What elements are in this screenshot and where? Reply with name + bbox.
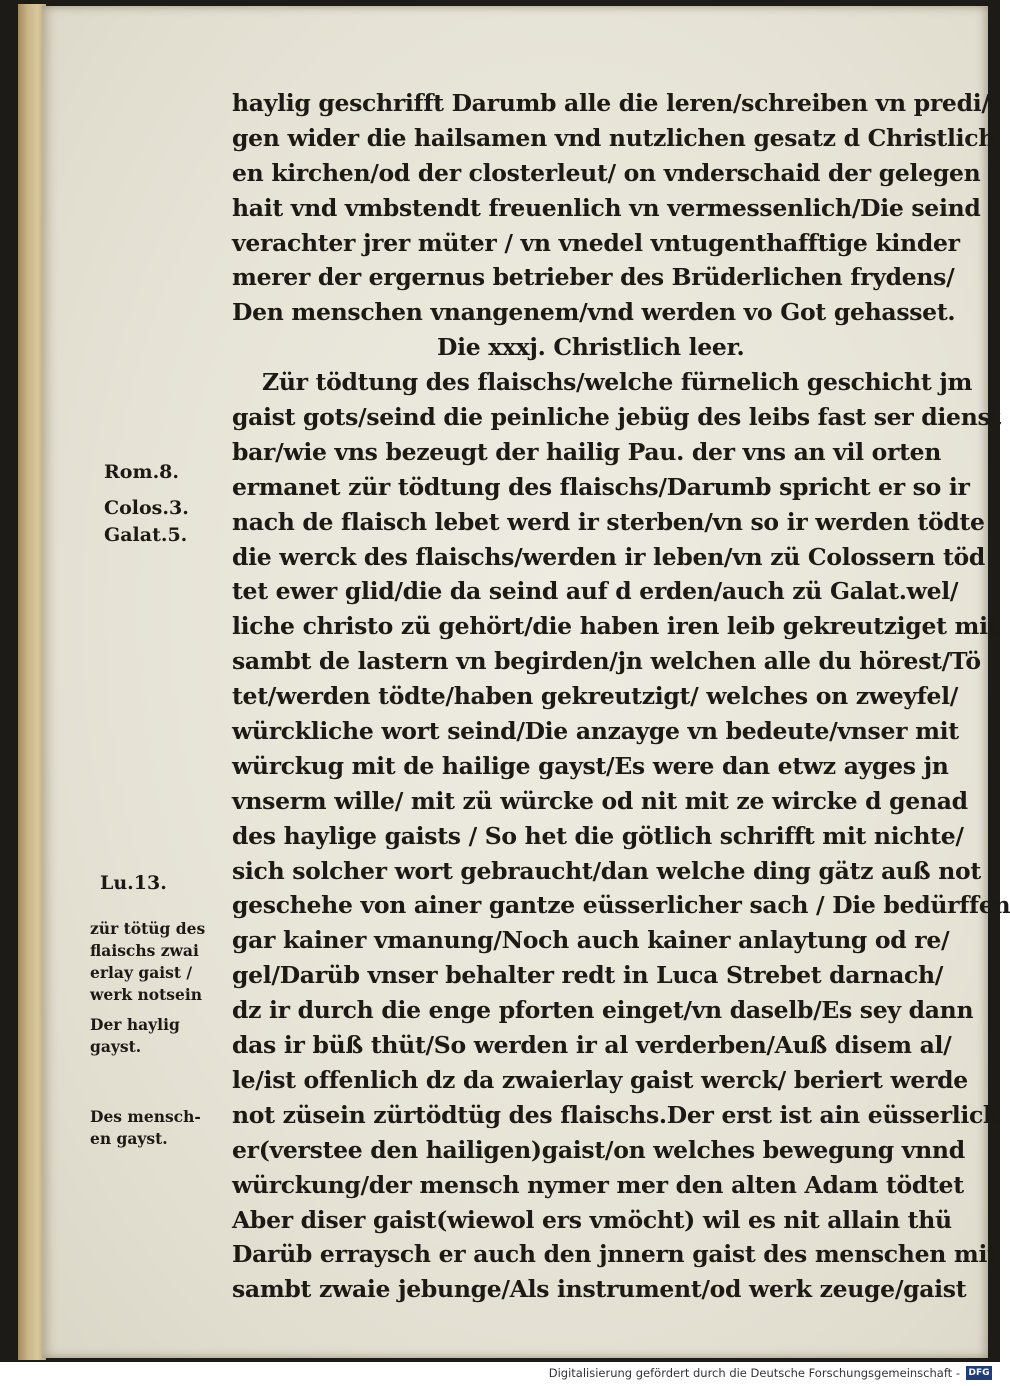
text-line: liche christo zü gehört/die haben iren leib gekreutziget mit (232, 612, 999, 641)
text-line: en kirchen/od der closterleut/ on vnderschaid der gelegen (232, 158, 981, 187)
text-line: würckliche wort seind/Die anzayge vn bedeute/vnser mit (232, 717, 959, 746)
margin-note-toetung (90, 918, 205, 1006)
text-line: Den menschen vnangenem/vnd werden vo Got gehasset. (232, 298, 956, 327)
text-line: gel/Darüb vnser behalter redt in Luca Strebet darnach/ (232, 961, 944, 990)
text-line: verachter jrer müter / vn vnedel vntugenthafftige kinder (232, 228, 960, 257)
text-line: vnserm wille/ mit zü würcke od nit mit ze wircke d genad (232, 786, 968, 815)
text-line: bar/wie vns bezeugt der hailig Pau. der vns an vil orten (232, 437, 942, 466)
text-line: Zür tödtung des flaischs/welche fürnelich geschicht jm (262, 368, 973, 397)
margin-note-menschen-gayst (90, 1106, 201, 1150)
text-line: gar kainer vmanung/Noch auch kainer anlaytung od re/ (232, 926, 950, 955)
margin-note-line: Des mensch- (90, 1107, 201, 1126)
text-line: ermanet zür tödtung des flaischs/Darumb spricht er so ir (232, 472, 970, 501)
text-line: sich solcher wort gebraucht/dan welche ding gätz auß not (232, 856, 981, 885)
text-line: er(verstee den hailigen)gaist/on welches bewegung vnnd (232, 1135, 965, 1164)
margin-note-haylig-gayst (90, 1014, 180, 1058)
margin-note-line: werk notsein (90, 985, 203, 1004)
section-heading: Die xxxj. Christlich leer. (437, 333, 745, 362)
funding-credit: Digitalisierung gefördert durch die Deutsche Forschungsgemeinschaft - (548, 1366, 960, 1380)
text-line: gaist gots/seind die peinliche jebüg des leibs fast ser dienst (232, 403, 1001, 432)
margin-note-line: zür tötüg des (90, 919, 206, 938)
margin-note-colos: Colos.3. (104, 497, 189, 519)
text-line: sambt de lastern vn begirden/jn welchen alle du hörest/Tö (232, 647, 981, 676)
text-line: geschehe von ainer gantze eüsserlicher sach / Die bedürffen (232, 891, 1010, 920)
dfg-logo-icon: DFG (966, 1366, 992, 1380)
margin-note-rom: Rom.8. (104, 461, 180, 483)
text-line: hait vnd vmbstendt freuenlich vn vermessenlich/Die seind (232, 193, 981, 222)
text-line: würckug mit de hailige gayst/Es were dan etwz ayges jn (232, 751, 949, 780)
text-line: würckung/der mensch nymer mer den alten Adam tödtet (232, 1170, 964, 1199)
text-line: des haylige gaists / So het die götlich schrifft mit nichte/ (232, 821, 964, 850)
margin-note-line: Der haylig (90, 1015, 180, 1034)
text-line: Darüb erraysch er auch den jnnern gaist des menschen mit (232, 1240, 998, 1269)
margin-note-line: flaischs zwai (90, 941, 199, 960)
text-line: not züsein zürtödtüg des flaischs.Der erst ist ain eüsserlich (232, 1100, 1000, 1129)
page-body-text (232, 86, 1010, 1307)
text-line: le/ist offenlich dz da zwaierlay gaist werck/ beriert werde (232, 1065, 968, 1094)
margin-note-line: en gayst. (90, 1129, 168, 1148)
margin-note-galat: Galat.5. (104, 524, 188, 546)
text-line: sambt zwaie jebunge/Als instrument/od werk zeuge/gaist (232, 1275, 967, 1304)
text-line: dz ir durch die enge pforten einget/vn daselb/Es sey dann (232, 996, 974, 1025)
margin-note-luc: Lu.13. (100, 872, 167, 894)
text-line: tet/werden tödte/haben gekreutzigt/ welches on zweyfel/ (232, 682, 959, 711)
text-line: merer der ergernus betrieber des Brüderlichen frydens/ (232, 263, 955, 292)
margin-note-line: erlay gaist / (90, 963, 193, 982)
text-line: das ir büß thüt/So werden ir al verderben/Auß disem al/ (232, 1031, 952, 1060)
margin-note-line: gayst. (90, 1037, 142, 1056)
text-line: nach de flaisch lebet werd ir sterben/vn so ir werden tödte (232, 507, 985, 536)
text-line: Aber diser gaist(wiewol ers vmöcht) wil es nit allain thü (232, 1205, 952, 1234)
text-line: die werck des flaischs/werden ir leben/vn zü Colossern töd (232, 542, 986, 571)
text-line: tet ewer glid/die da seind auf d erden/auch zü Galat.wel/ (232, 577, 959, 606)
footer-bar (0, 1362, 1000, 1386)
text-line: gen wider die hailsamen vnd nutzlichen gesatz d Christlich (232, 123, 996, 152)
text-line: haylig geschrifft Darumb alle die leren/schreiben vn predi/ (232, 89, 990, 117)
